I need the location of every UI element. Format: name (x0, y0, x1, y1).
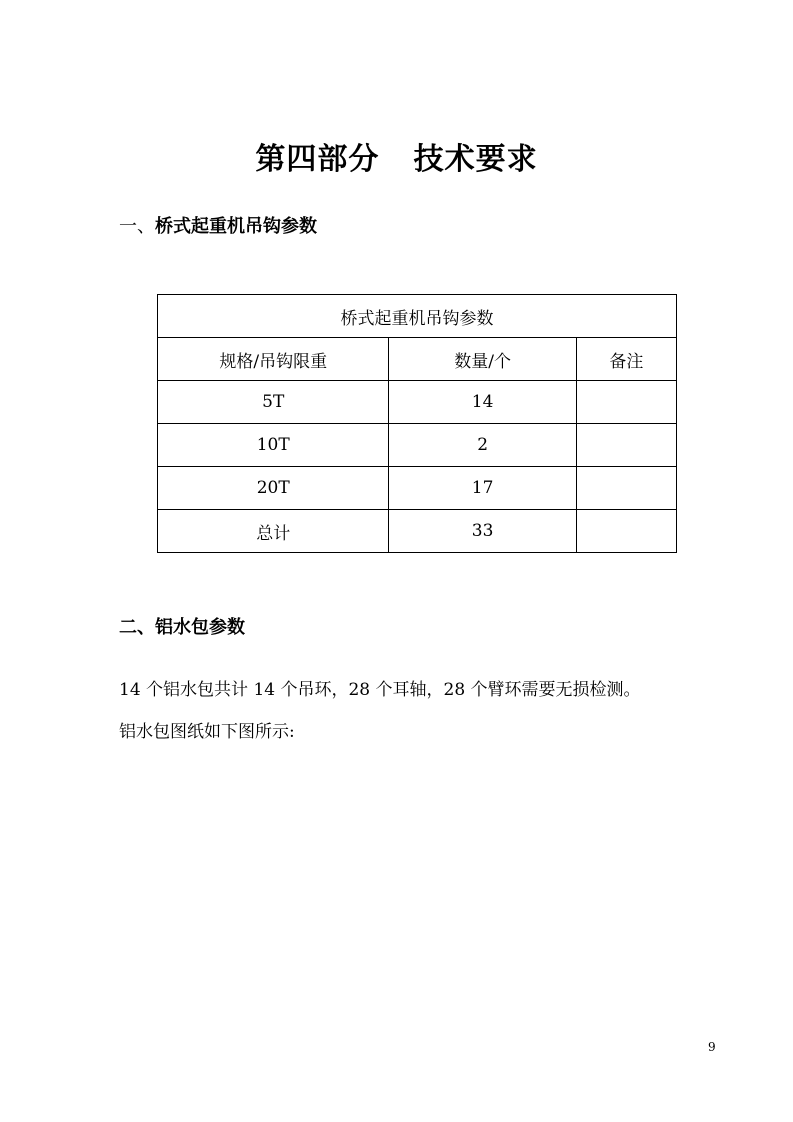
table-caption-row (158, 295, 677, 338)
cell-spec: 5T (158, 381, 389, 424)
table-row (158, 424, 677, 467)
section-heading-hook-parameters (119, 214, 317, 240)
cell-notes (576, 467, 676, 510)
cell-quantity: 33 (389, 510, 576, 553)
header-spec: 规格/吊钩限重 (158, 338, 389, 381)
cell-notes (576, 510, 676, 553)
table-row (158, 381, 677, 424)
section-heading-ladle-parameters (119, 615, 245, 641)
cell-quantity: 17 (389, 467, 576, 510)
table-header-row (158, 338, 677, 381)
hook-parameters-table (157, 294, 677, 553)
header-notes: 备注 (576, 338, 676, 381)
section-number: 二、 (119, 617, 155, 638)
page-number: 9 (708, 1040, 716, 1054)
cell-spec: 10T (158, 424, 389, 467)
cell-spec: 总计 (158, 510, 389, 553)
table-total-row (158, 510, 677, 553)
paragraph-drawing-note: 铝水包图纸如下图所示: (119, 722, 295, 742)
cell-notes (576, 381, 676, 424)
header-quantity: 数量/个 (389, 338, 576, 381)
cell-spec: 20T (158, 467, 389, 510)
cell-quantity: 2 (389, 424, 576, 467)
cell-notes (576, 424, 676, 467)
section-number: 一、 (119, 216, 155, 237)
page-title: 第四部分 技术要求 (255, 142, 538, 177)
cell-quantity: 14 (389, 381, 576, 424)
table-caption: 桥式起重机吊钩参数 (158, 295, 677, 338)
table-row (158, 467, 677, 510)
paragraph-inspection-count: 14 个铝水包共计 14 个吊环，28 个耳轴，28 个臂环需要无损检测。 (119, 680, 641, 700)
section-title: 桥式起重机吊钩参数 (155, 216, 317, 237)
section-title: 铝水包参数 (155, 617, 245, 638)
